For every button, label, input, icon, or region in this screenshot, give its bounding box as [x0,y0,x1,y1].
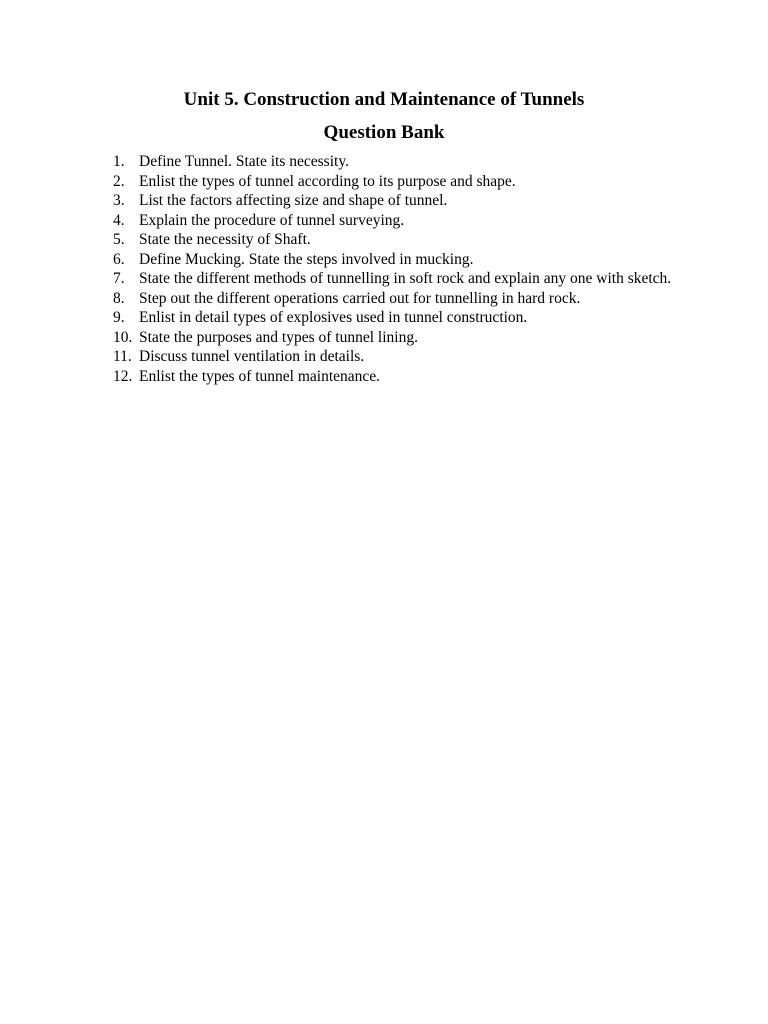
question-item [113,328,673,348]
question-number: 7. [113,270,125,287]
question-item [113,152,673,172]
question-text: Define Mucking. State the steps involved in mucking. [139,250,474,268]
question-number: 4. [113,211,125,229]
question-text: List the factors affecting size and shape of tunnel. [139,192,448,209]
question-number: 6. [113,250,125,268]
question-text: Step out the different operations carried out for tunnelling in hard rock. [139,289,581,307]
question-item [113,347,673,367]
question-text: Enlist the types of tunnel maintenance. [139,367,381,385]
question-text: State the necessity of Shaft. [139,231,311,248]
question-text: State the different methods of tunnelling in soft rock and explain any one with sketch. [139,270,672,287]
question-item [113,230,673,250]
question-number: 10. [113,328,133,346]
question-text: State the purposes and types of tunnel lining. [139,328,418,346]
question-number: 11. [113,348,132,365]
question-item [113,269,673,289]
question-text: Discuss tunnel ventilation in details. [139,348,365,365]
question-text: Explain the procedure of tunnel surveying. [139,211,405,229]
question-item [113,289,673,309]
question-item [113,367,673,387]
question-number: 8. [113,289,125,307]
question-item [113,211,673,231]
question-number: 5. [113,231,125,248]
question-text: Enlist in detail types of explosives used in tunnel construction. [139,309,528,326]
question-number: 1. [113,153,125,170]
question-text: Enlist the types of tunnel according to its purpose and shape. [139,172,516,190]
question-item [113,191,673,211]
question-text: Define Tunnel. State its necessity. [139,153,349,170]
question-item [113,250,673,270]
page-subtitle: Question Bank [323,122,445,143]
question-list [113,152,673,386]
question-number: 9. [113,309,125,326]
question-number: 3. [113,192,125,209]
question-item [113,308,673,328]
question-number: 2. [113,172,125,190]
question-number: 12. [113,367,133,385]
page-title: Unit 5. Construction and Maintenance of Tunnels [183,89,585,110]
question-item [113,172,673,192]
